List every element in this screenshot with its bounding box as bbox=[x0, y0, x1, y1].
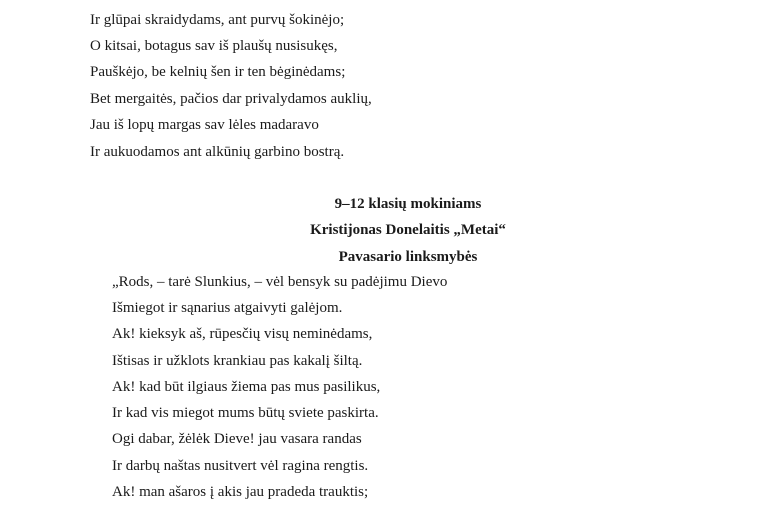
author-work-heading: Kristijonas Donelaitis „Metai“ bbox=[310, 222, 506, 238]
grade-heading: 9–12 klasių mokiniams bbox=[334, 196, 482, 212]
poem-line: Ir kad vis miegot mums būtų sviete paskirta. bbox=[112, 405, 379, 421]
poem-line: „Rods, – tarė Slunkius, – vėl bensyk su padėjimu Dievo bbox=[112, 274, 448, 290]
poem-line: Ir darbų naštas nusitvert vėl ragina rengtis. bbox=[112, 458, 369, 474]
poem-line: Ištisas ir užklots krankiau pas kakalį šiltą. bbox=[112, 353, 363, 369]
poem-line: Išmiegot ir sąnarius atgaivyti galėjom. bbox=[112, 300, 343, 316]
poem-line: Bet mergaitės, pačios dar privalydamos auklių, bbox=[90, 91, 372, 107]
poem-line: Ir glūpai skraidydams, ant purvų šokinėjo; bbox=[90, 12, 345, 28]
poem-title: Pavasario linksmybės bbox=[338, 249, 478, 265]
poem-line: Pauškėjo, be kelnių šen ir ten bėginėdams; bbox=[90, 64, 346, 80]
poem-line: Ak! kad būt ilgiaus žiema pas mus pasilikus, bbox=[112, 379, 381, 395]
poem-line: Ak! man ašaros į akis jau pradeda trauktis; bbox=[112, 484, 369, 500]
poem-line: Ak! kieksyk aš, rūpesčių visų neminėdams, bbox=[112, 326, 373, 342]
poem-line: Ogi dabar, žėlėk Dieve! jau vasara randas bbox=[112, 431, 362, 447]
poem-line: O kitsai, botagus sav iš plaušų nusisukęs, bbox=[90, 38, 338, 54]
poem-line: Jau iš lopų margas sav lėles madaravo bbox=[90, 117, 319, 133]
poem-line: Ir aukuodamos ant alkūnių garbino bostrą. bbox=[90, 144, 345, 160]
